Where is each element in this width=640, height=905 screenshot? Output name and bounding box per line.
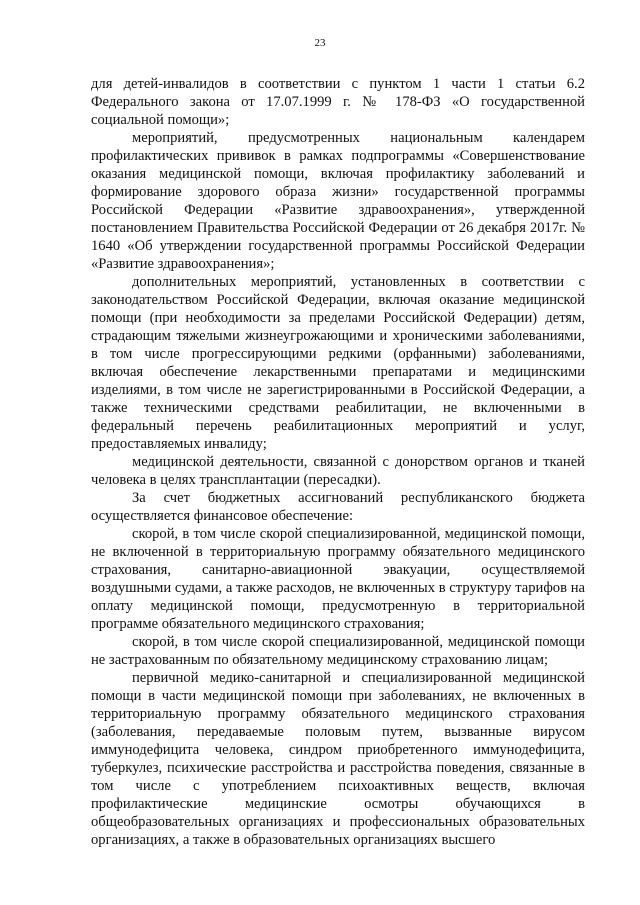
paragraph-uninsured-emergency: скорой, в том числе скорой специализированной, медицинской помощи не застрахованным по обязательному медицинскому страхованию лицам; [91,634,585,668]
paragraph-continuation: для детей-инвалидов в соответствии с пунктом 1 части 1 статьи 6.2 Федерального закона от 17.07.1999 г. № 178-ФЗ «О государственной социальной помощи»; [91,76,585,128]
page-number: 23 [314,37,326,49]
paragraph-emergency-care: скорой, в том числе скорой специализированной, медицинской помощи, не включенной в территориальную программу обязательного медицинского страхования, санитарно-авиационной эвакуации, осуществляемой воздушными судами, а также расходов, не включенных в структуру тарифов на оплату медицинской помощи, предусмотренную в территориальной программе обязательного медицинского страхования; [91,526,585,632]
paragraph-primary-care: первичной медико-санитарной и специализированной медицинской помощи в части медицинской помощи при заболеваниях, не включенных в территориальную программу обязательного медицинского страхования (заболевания, передаваемые половым путем, вызванные вирусом иммунодефицита человека, синдром приобретенного иммунодефицита, туберкулез, психические расстройства и расстройства поведения, связанные в том числе с употреблением психоактивных веществ, включая профилактические медицинские осмотры обучающихся в общеобразовательных организациях и профессиональных образовательных организациях, а также в образовательных организациях высшего [91,670,585,848]
document-body [91,75,585,849]
paragraph-additional-measures: дополнительных мероприятий, установленных в соответствии с законодательством Российской Федерации, включая оказание медицинской помощи (при необходимости за пределами Российской Федерации) детям, страдающим тяжелыми жизнеугрожающими и хроническими заболеваниями, в том числе прогрессирующими редкими (орфанными) заболеваниями, включая обеспечение лекарственными препаратами и медицинскими изделиями, в том числе не зарегистрированными в Российской Федерации, а также техническими средствами реабилитации, не включенными в федеральный перечень реабилитационных мероприятий и услуг, предоставляемых инвалиду; [91,274,585,452]
paragraph-budget-financing: За счет бюджетных ассигнований республиканского бюджета осуществляется финансовое обеспечение: [91,490,585,524]
paragraph-transplantation: медицинской деятельности, связанной с донорством органов и тканей человека в целях трансплантации (пересадки). [91,454,585,488]
paragraph-national-calendar: мероприятий, предусмотренных национальным календарем профилактических прививок в рамках подпрограммы «Совершенствование оказания медицинской помощи, включая профилактику заболеваний и формирование здорового образа жизни» государственной программы Российской Федерации «Развитие здравоохранения», утвержденной постановлением Правительства Российской Федерации от 26 декабря 2017г. № 1640 «Об утверждении государственной программы Российской Федерации «Развитие здравоохранения»; [91,130,585,272]
